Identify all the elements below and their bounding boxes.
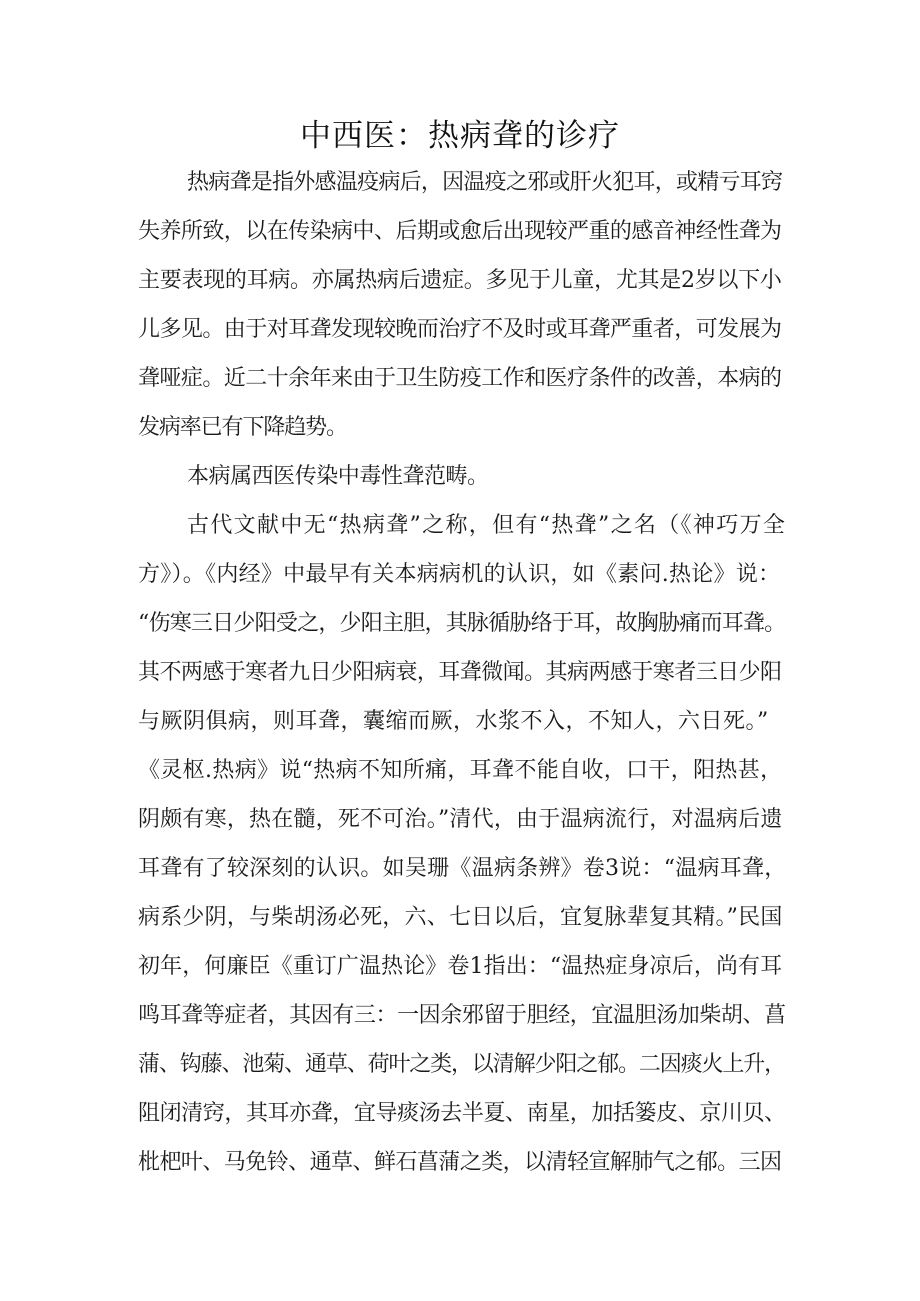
text-line: 阻闭清窍，其耳亦聋，宜导痰汤去半夏、南星，加括篓皮、京川贝、 [138, 1101, 786, 1126]
text-line: 与厥阴俱病，则耳聋，囊缩而厥，水浆不入，不知人，六日死。” [138, 709, 769, 734]
text-line: 《灵枢.热病》说“热病不知所痛，耳聋不能自收，口干，阳热甚， [138, 758, 783, 783]
text-line: 发病率已有下降趋势。 [138, 415, 347, 440]
text-line: 方》）。《内经》中最早有关本病病机的认识，如《素问.热论》说： [138, 562, 781, 587]
text-line: 蒲、钩藤、池菊、通草、荷叶之类，以清解少阳之郁。二因痰火上升， [138, 1052, 785, 1077]
text-line: 阴颇有寒，热在髓，死不可治。”清代，由于温病流行，对温病后遗 [138, 807, 783, 832]
text-line: 热病聋是指外感温疫病后，因温疫之邪或肝火犯耳，或精亏耳窍 [187, 170, 783, 195]
text-line: 初年，何廉臣《重订广温热论》卷1指出：“温热症身凉后，尚有耳 [138, 954, 783, 979]
page-title: 中西医：热病聋的诊疗 [300, 118, 620, 154]
text-line: 聋哑症。近二十余年来由于卫生防疫工作和医疗条件的改善，本病的 [138, 366, 782, 391]
text-line: 鸣耳聋等症者，其因有三：一因余邪留于胆经，宜温胆汤加柴胡、菖 [138, 1003, 786, 1028]
text-line: 其不两感于寒者九日少阳病衰，耳聋微闻。其病两感于寒者三日少阳 [138, 660, 782, 685]
text-line: 耳聋有了较深刻的认识。如吴珊《温病条辨》卷3说：“温病耳聋， [138, 856, 787, 881]
text-line: 古代文献中无“热病聋”之称，但有“热聋”之名（《神巧万全 [187, 513, 787, 538]
text-line: 主要表现的耳病。亦属热病后遗症。多见于儿童，尤其是2岁以下小 [138, 268, 782, 293]
text-line: “伤寒三日少阳受之，少阳主胆，其脉循胁络于耳，故胸胁痛而耳聋。 [138, 611, 786, 636]
text-line: 枇杷叶、马免铃、通草、鲜石菖蒲之类，以清轻宣解肺气之郁。三因 [138, 1150, 782, 1175]
text-line: 病系少阴，与柴胡汤必死，六、七日以后，宜复脉辈复其精。”民国 [138, 905, 783, 930]
text-line: 儿多见。由于对耳聋发现较晚而治疗不及时或耳聋严重者，可发展为 [138, 317, 782, 342]
text-line: 本病属西医传染中毒性聋范畴。 [187, 464, 489, 489]
text-line: 失养所致，以在传染病中、后期或愈后出现较严重的感音神经性聋为 [138, 219, 782, 244]
